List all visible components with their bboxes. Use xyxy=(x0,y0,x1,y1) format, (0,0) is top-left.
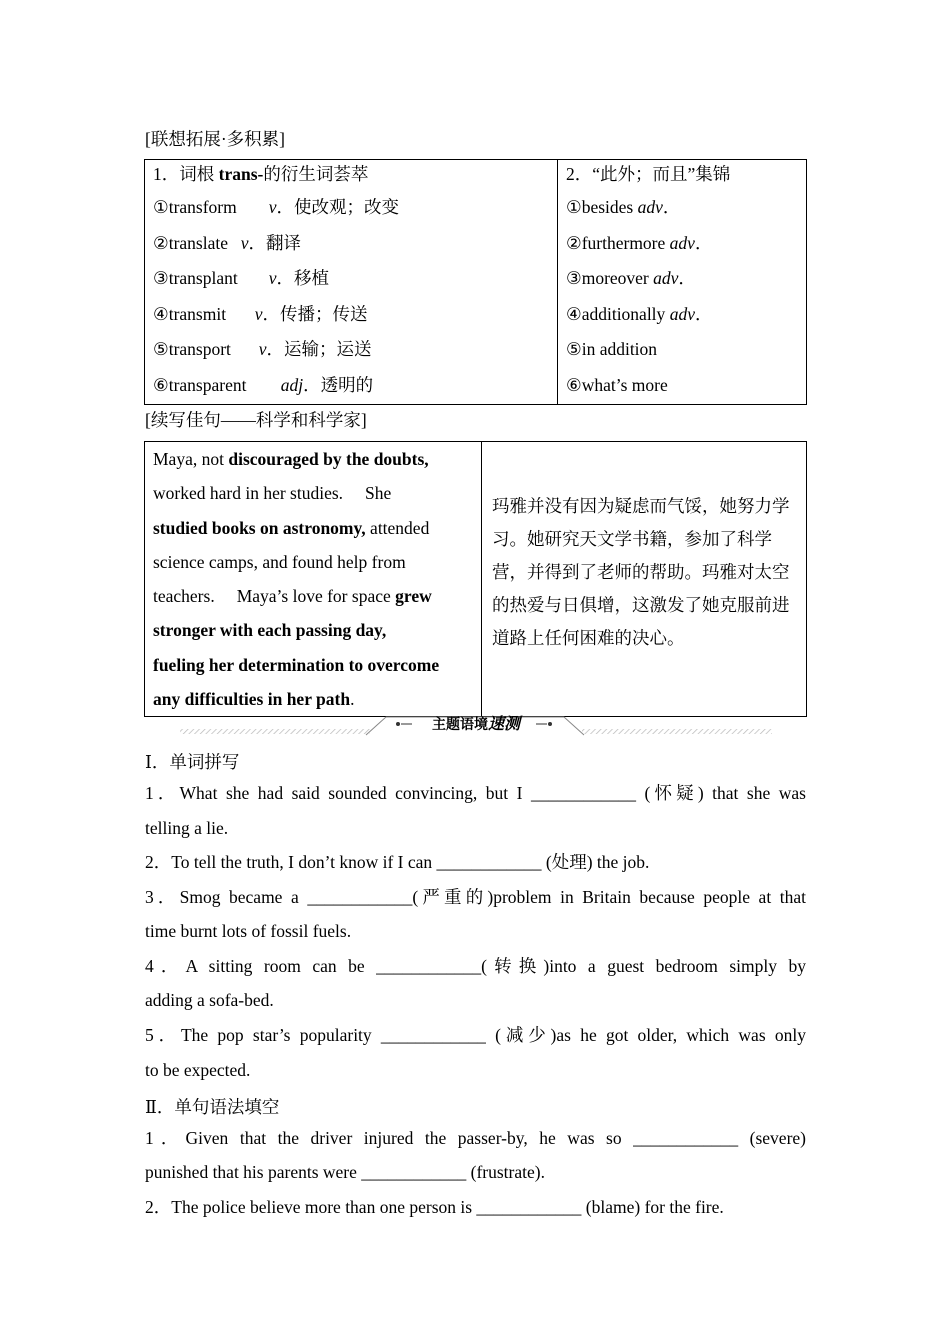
passage-line: science camps, and found help from xyxy=(153,551,406,572)
list-item: ⑥transparent adj．透明的 xyxy=(153,374,374,395)
list-item: ⑥what’s more xyxy=(566,374,668,395)
list-item: ③transplant v．移植 xyxy=(153,268,329,288)
exercise-line: 3．Smog became a ____________(严重的)problem in Britain because people at that xyxy=(145,887,806,907)
exercise-line: 5．The pop star’s popularity ____________ (减少)as he got older, which was only xyxy=(145,1025,806,1045)
exercise-line: 4．A sitting room can be ____________(转换)into a guest bedroom simply by xyxy=(145,956,806,976)
passage-line: studied books on astronomy, attended xyxy=(153,517,430,538)
list-item: ④transmit v．传播；传送 xyxy=(153,303,368,324)
passage-line: stronger with each passing day, xyxy=(153,620,387,641)
exercise-line: 1．Given that the driver injured the passer-by, he was so ____________ (severe) xyxy=(145,1128,806,1148)
trans-root-header: 1．词根 trans-的衍生词荟萃 xyxy=(153,164,369,184)
section-title-good-sentences: [续写佳句——科学和科学家] xyxy=(145,410,367,430)
passage-line: teachers. Maya’s love for space grew xyxy=(153,586,432,607)
list-item: ①besides adv． xyxy=(566,197,681,217)
passage-line: Maya, not discouraged by the doubts, xyxy=(153,449,429,469)
list-item: ①transform v．使改观；改变 xyxy=(153,197,399,217)
trans-root-cell xyxy=(145,160,558,405)
exercise-line: 1．What she had said sounded convincing, but I ____________ (怀疑) that she was xyxy=(145,783,806,803)
english-passage-cell xyxy=(145,442,482,717)
in-addition-header: 2．“此外；而且”集锦 xyxy=(566,164,731,184)
exercise-line: telling a lie. xyxy=(145,818,229,838)
sentence-table xyxy=(144,441,807,717)
exercise-line: time burnt lots of fossil fuels. xyxy=(145,921,352,941)
part1-title: Ⅰ．单词拼写 xyxy=(145,752,240,772)
vocabulary-table xyxy=(144,159,807,405)
chinese-translation-cell xyxy=(482,442,807,717)
list-item: ⑤in addition xyxy=(566,339,658,359)
list-item: ②translate v．翻译 xyxy=(153,232,301,253)
list-item: ⑤transport v．运输；运送 xyxy=(153,339,372,359)
exercise-line: punished that his parents were ____________ (frustrate). xyxy=(145,1162,545,1182)
list-item: ③moreover adv． xyxy=(566,268,696,288)
exercise-line: adding a sofa-bed. xyxy=(145,990,274,1010)
list-item: ④additionally adv． xyxy=(566,303,713,324)
passage-line: any difficulties in her path. xyxy=(153,689,355,710)
part2-title: Ⅱ．单句语法填空 xyxy=(145,1097,280,1117)
passage-line: fueling her determination to overcome xyxy=(153,654,440,675)
in-addition-cell xyxy=(558,160,807,405)
exercise-line: 2．The police believe more than one person is ____________ (blame) for the fire. xyxy=(145,1197,724,1217)
exercise-line: 2．To tell the truth, I don’t know if I can ____________ (处理) the job. xyxy=(145,852,650,872)
section-banner xyxy=(180,714,772,738)
exercise-line: to be expected. xyxy=(145,1060,251,1080)
list-item: ②furthermore adv． xyxy=(566,232,713,253)
passage-line: worked hard in her studies. She xyxy=(153,483,392,504)
chinese-translation: 玛雅并没有因为疑虑而气馁，她努力学习。她研究天文学书籍，参加了科学营，并得到了老师的帮助。玛雅对太空的热爱与日俱增，这激发了她克服前进道路上任何困难的决心。 xyxy=(492,496,790,649)
section-title-associations: [联想拓展·多积累] xyxy=(145,129,285,149)
banner-title: 主题语境速测 xyxy=(431,714,520,733)
